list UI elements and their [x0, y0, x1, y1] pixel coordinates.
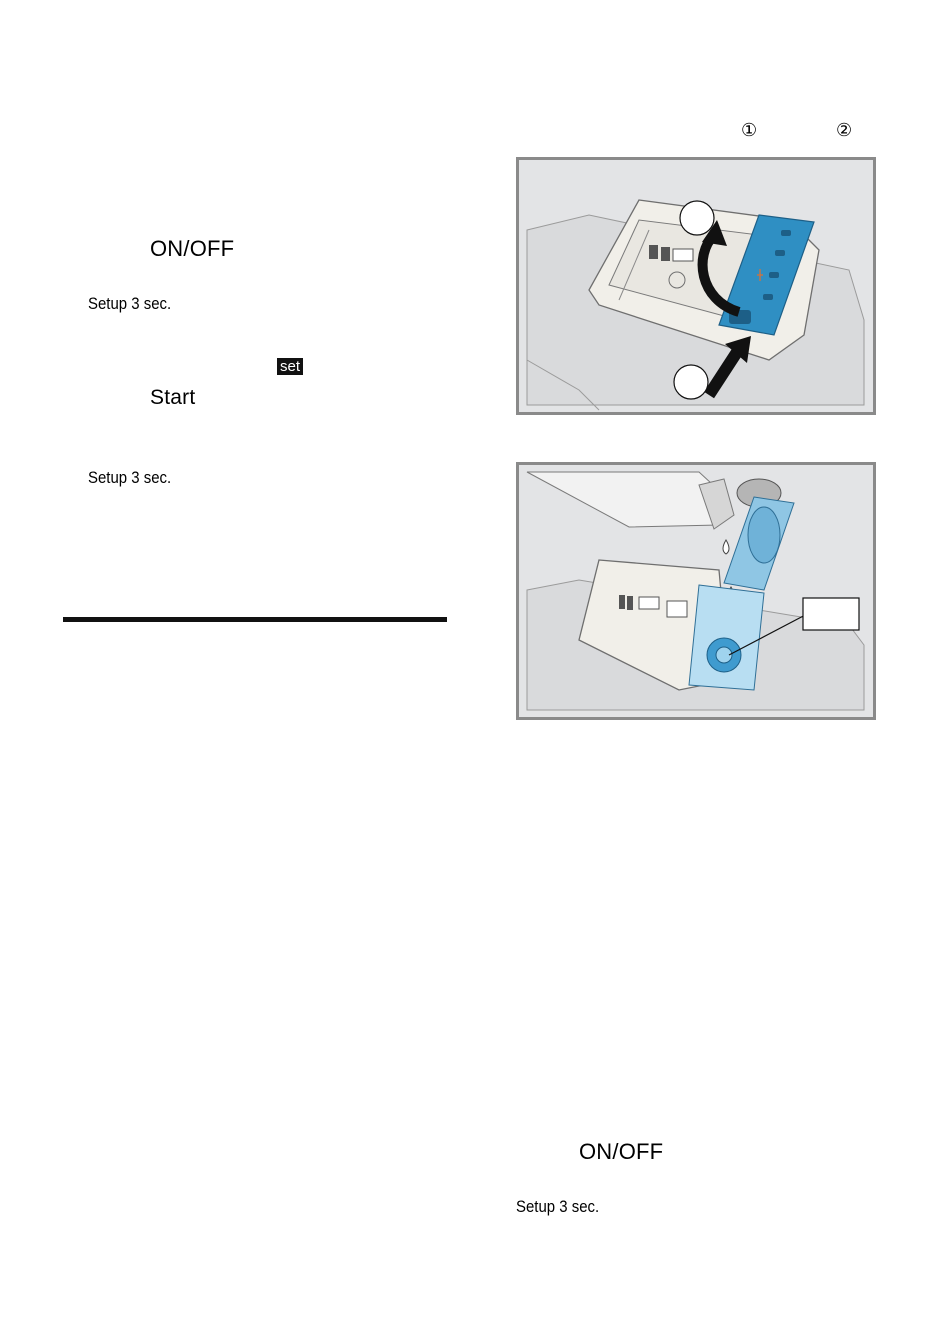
start-label: Start: [150, 386, 196, 409]
on-off-label-2: ON/OFF: [579, 1139, 664, 1164]
dispenser-illustration-2: [519, 465, 873, 717]
setup-label-3: Setup 3 sec.: [516, 1197, 600, 1216]
step-marker-1: ①: [741, 120, 758, 141]
dispenser-illustration-1: [519, 160, 873, 412]
step-marker-2: ②: [836, 120, 853, 141]
on-off-label-1: ON/OFF: [150, 236, 235, 261]
setup-label-1: Setup 3 sec.: [88, 294, 172, 313]
setup-label-2: Setup 3 sec.: [88, 468, 172, 487]
figure-fill-rinse-aid: [516, 462, 876, 720]
figure-open-dispenser: [516, 157, 876, 415]
section-divider: [63, 617, 447, 622]
set-badge: set: [277, 358, 303, 375]
